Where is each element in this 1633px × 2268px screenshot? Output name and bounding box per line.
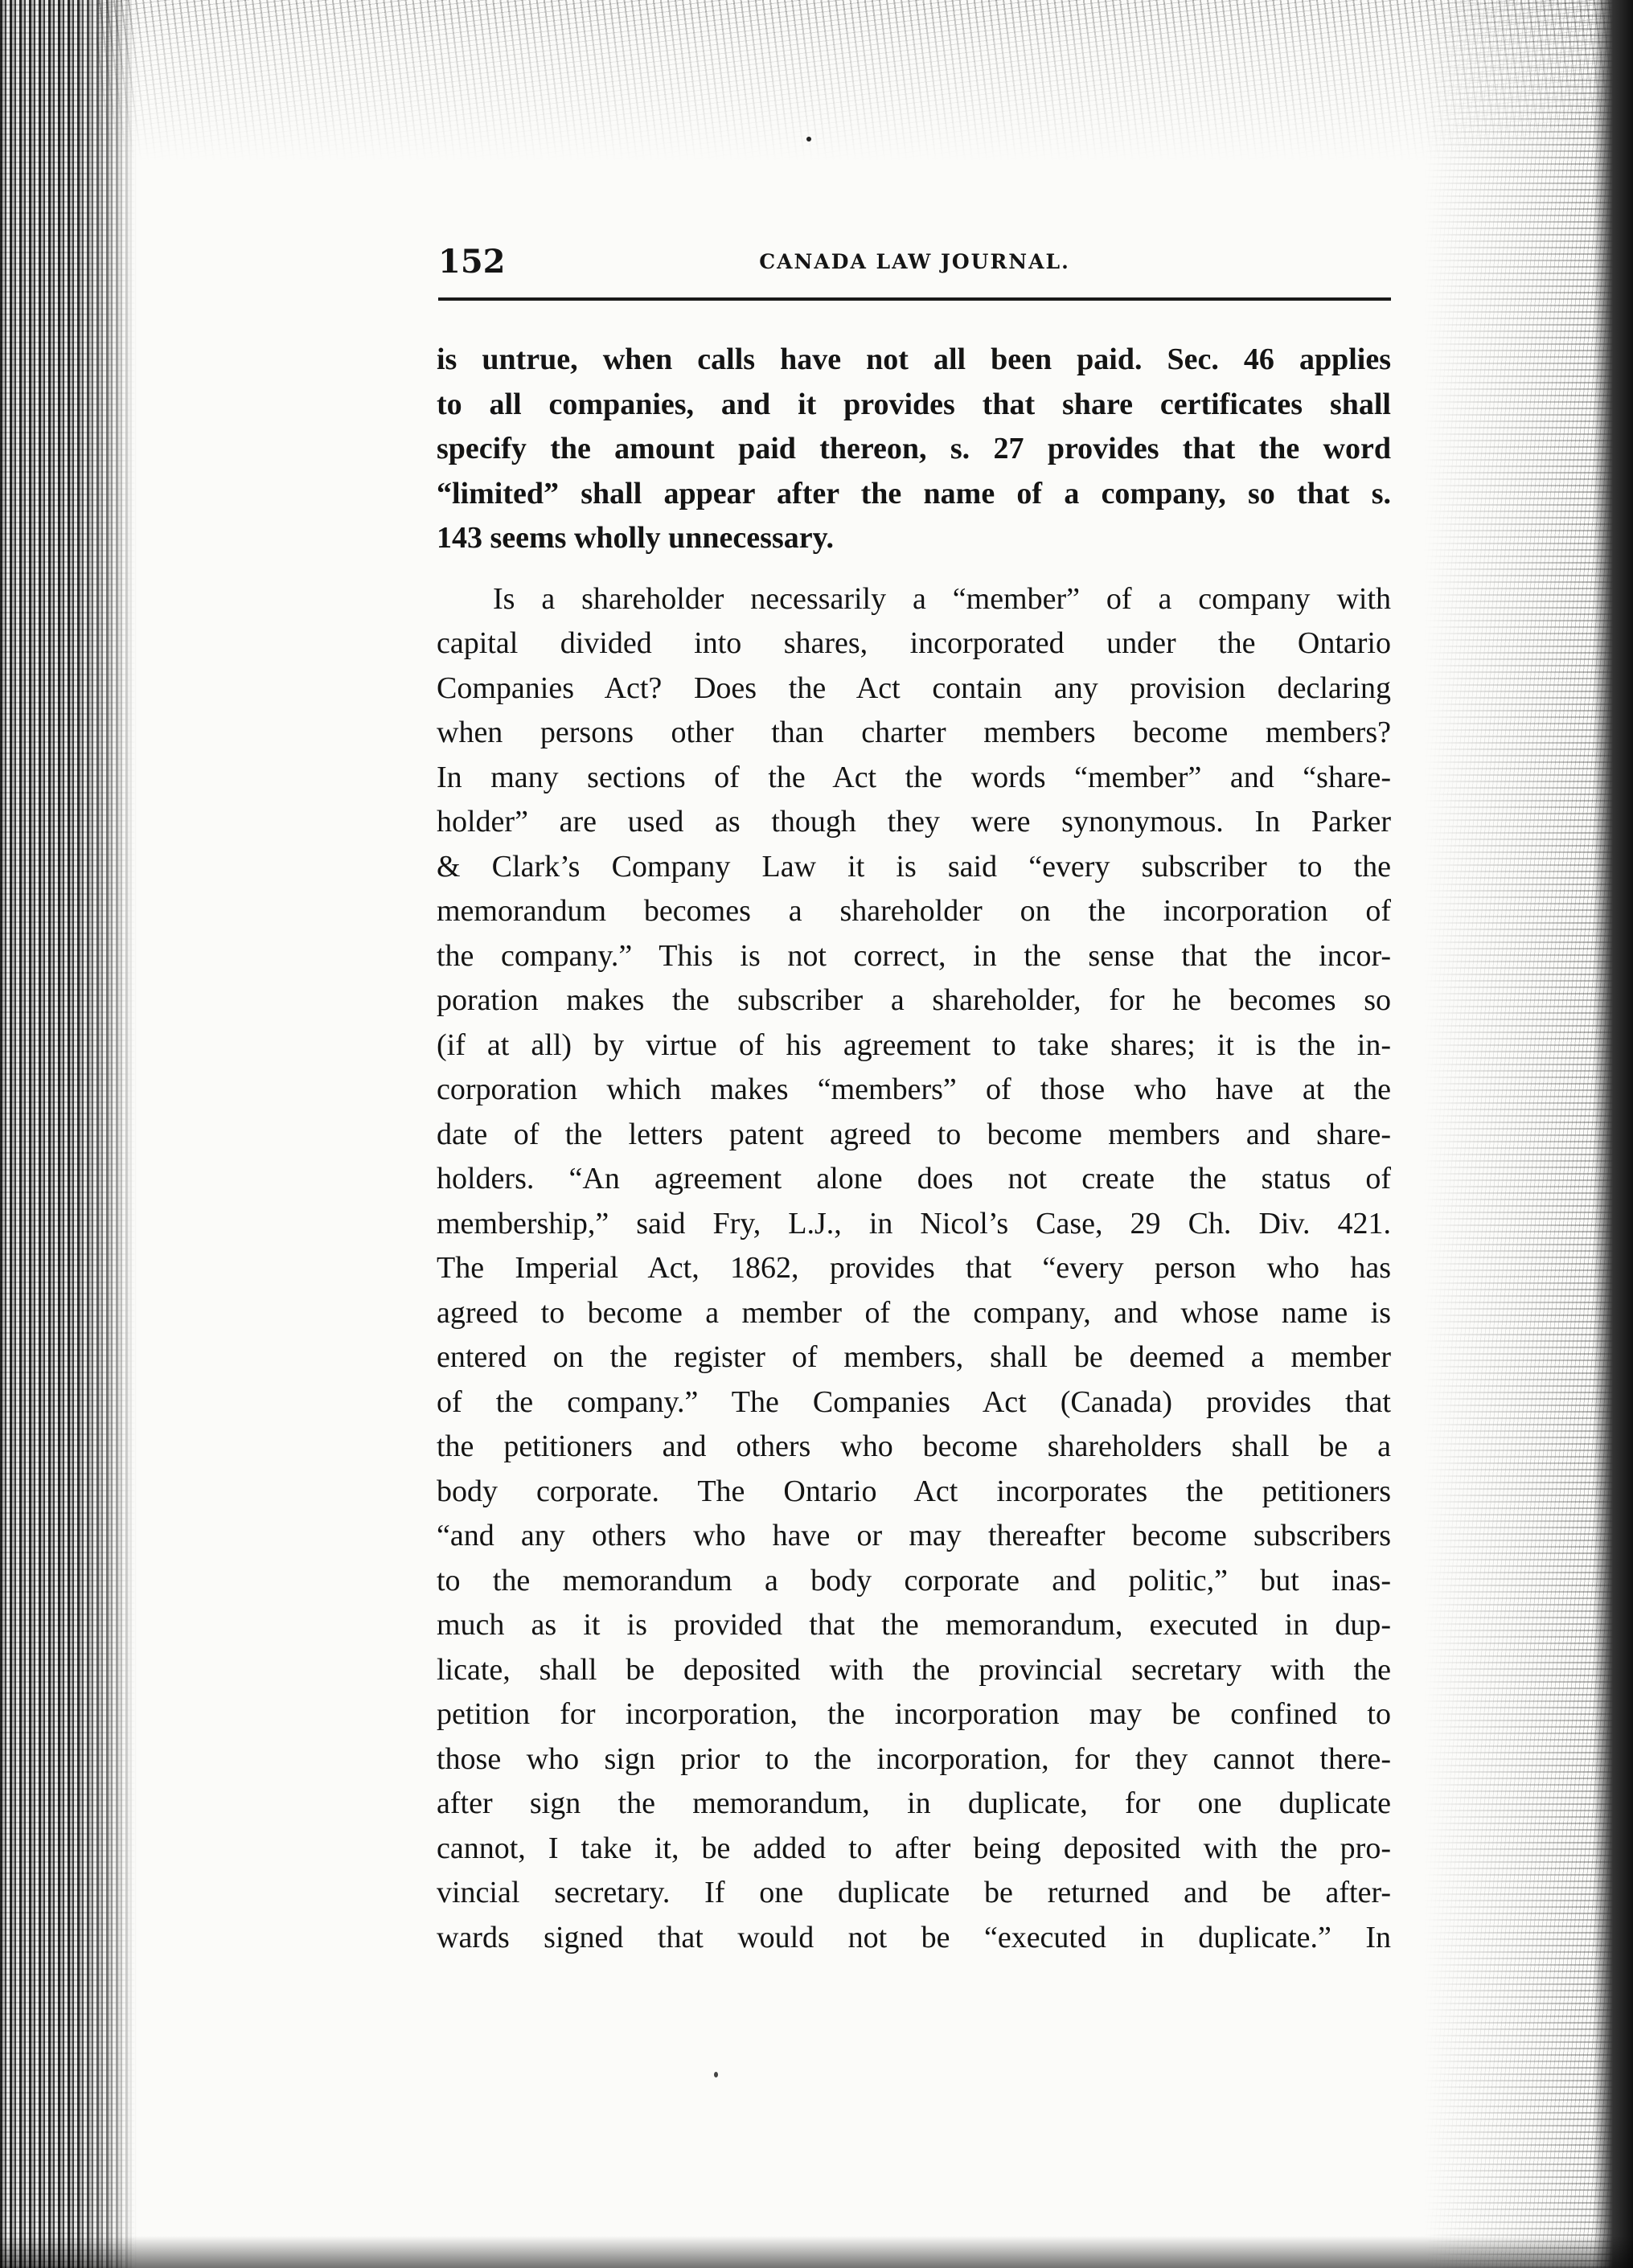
right-edge-shadow — [1593, 0, 1633, 2268]
text-line: holders. “An agreement alone does not create the status of — [437, 1162, 1391, 1196]
text-line: the petitioners and others who become shareholders shall be a — [437, 1429, 1391, 1463]
text-line: those who sign prior to the incorporation, for they cannot there- — [437, 1741, 1391, 1776]
paragraph-1 — [437, 338, 1391, 561]
text-line: licate, shall be deposited with the provincial secretary with the — [437, 1652, 1391, 1687]
text-line: Is a shareholder necessarily a “member” of a company with — [493, 581, 1391, 616]
text-line: holder” are used as though they were synonymous. In Parker — [437, 805, 1391, 839]
top-edge-noise — [96, 0, 1633, 161]
text-line: petition for incorporation, the incorporation may be confined to — [437, 1697, 1391, 1731]
text-line: when persons other than charter members become members? — [437, 716, 1391, 749]
text-line: date of the letters patent agreed to become members and share- — [437, 1117, 1391, 1151]
text-line: (if at all) by virtue of his agreement to take shares; it is the in- — [437, 1027, 1391, 1062]
binding-shadow — [0, 0, 137, 2268]
text-line: much as it is provided that the memorandum, executed in dup- — [437, 1608, 1391, 1642]
paragraph-2 — [437, 577, 1391, 1961]
text-line: body corporate. The Ontario Act incorporates the petitioners — [437, 1474, 1391, 1508]
text-line: Companies Act? Does the Act contain any provision declaring — [437, 671, 1391, 705]
text-line: The Imperial Act, 1862, provides that “every person who has — [437, 1251, 1391, 1285]
text-line: of the company.” The Companies Act (Canada) provides that — [437, 1384, 1391, 1419]
text-line: In many sections of the Act the words “member” and “share- — [437, 760, 1391, 794]
text-line: memorandum becomes a shareholder on the incorporation of — [437, 894, 1391, 928]
text-line: poration makes the subscriber a shareholder, for he becomes so — [437, 983, 1391, 1017]
text-line: after sign the memorandum, in duplicate, for one duplicate — [437, 1786, 1391, 1820]
text-line: specify the amount paid thereon, s. 27 provides that the word — [437, 432, 1391, 465]
text-line: capital divided into shares, incorporated under the Ontario — [437, 626, 1391, 660]
text-line: to the memorandum a body corporate and politic,” but inas- — [437, 1563, 1391, 1597]
text-line: wards signed that would not be “executed in duplicate.” In — [437, 1920, 1391, 1954]
speck — [806, 137, 811, 141]
text-line: cannot, I take it, be added to after being deposited with the pro- — [437, 1831, 1391, 1865]
text-line: 143 seems wholly unnecessary. — [437, 521, 834, 555]
text-line: the company.” This is not correct, in the sense that the incor- — [437, 938, 1391, 973]
text-line: is untrue, when calls have not all been paid. Sec. 46 applies — [437, 342, 1391, 376]
text-line: membership,” said Fry, L.J., in Nicol’s Case, 29 Ch. Div. 421. — [437, 1206, 1391, 1241]
text-line: corporation which makes “members” of those who have at the — [437, 1072, 1391, 1106]
text-line: entered on the register of members, shall be deemed a member — [437, 1340, 1391, 1374]
speck — [714, 2072, 718, 2077]
text-line: & Clark’s Company Law it is said “every subscriber to the — [437, 849, 1391, 884]
article-body — [437, 338, 1391, 1960]
bottom-edge-shadow — [0, 2236, 1633, 2268]
text-line: to all companies, and it provides that share certificates shall — [437, 387, 1391, 421]
text-line: “and any others who have or may thereafter become subscribers — [437, 1519, 1391, 1552]
page-number: 152 — [438, 243, 506, 281]
running-header — [438, 238, 1391, 286]
journal-title: CANADA LAW JOURNAL. — [759, 250, 1070, 273]
text-line: agreed to become a member of the company, and whose name is — [437, 1295, 1391, 1330]
text-line: vincial secretary. If one duplicate be returned and be after- — [437, 1876, 1391, 1909]
header-rule — [438, 297, 1391, 301]
text-line: “limited” shall appear after the name of a company, so that s. — [437, 476, 1391, 511]
